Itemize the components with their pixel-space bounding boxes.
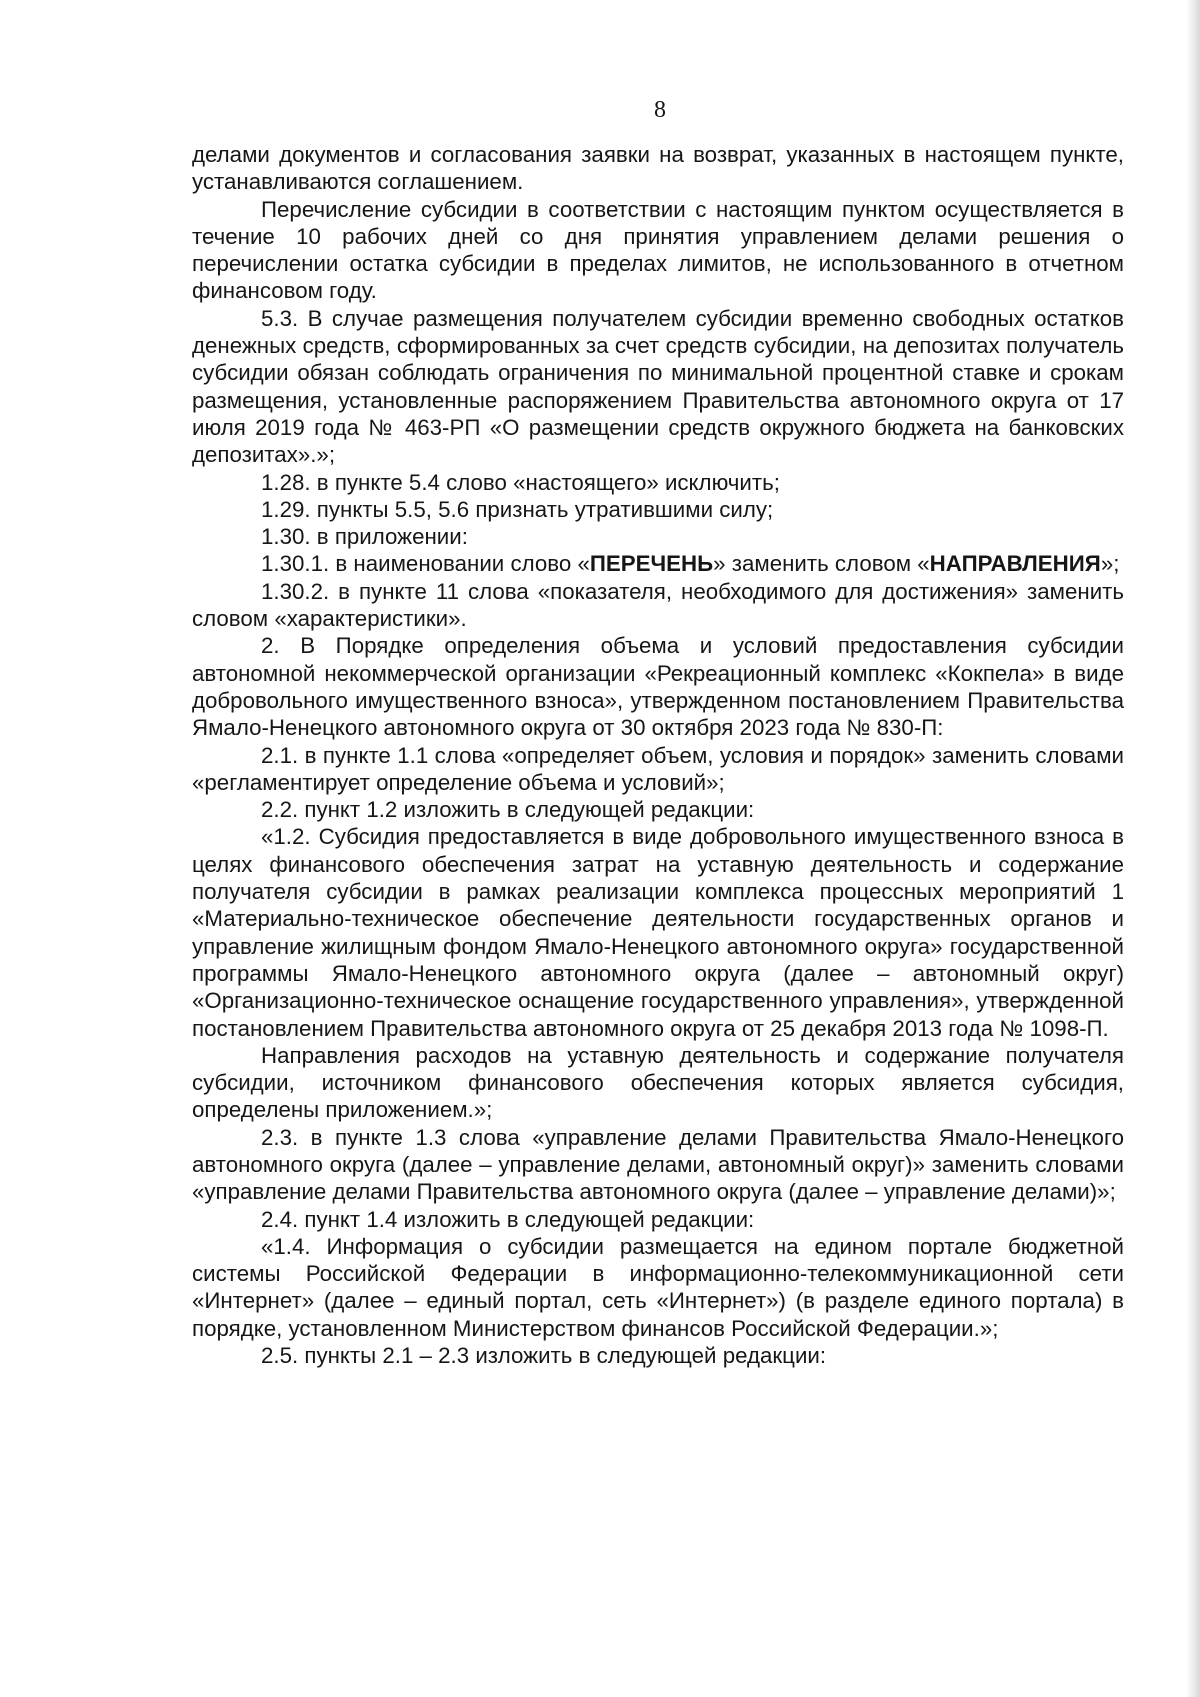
paragraph-1-2-quote: «1.2. Субсидия предоставляется в виде добровольного имущественного взноса в целях финансового обеспечения затрат на уставную деятельность и содержание получателя субсидии в рамках реализации комплекса процессных мероприятий 1 «Материально-техническое обеспечение деятельности государственных органов и управление жилищным фондом Ямало-Ненецкого автономного округа» государственной программы Ямало-Ненецкого автономного округа (далее – автономный округ) «Организационно-техническое оснащение государственного управления», утвержденной постановлением Правительства автономного округа от 25 декабря 2013 года № 1098-П. (192, 824, 1124, 1041)
paragraph-1-30-1 (192, 550, 1124, 577)
paragraph-expense-directions: Направления расходов на уставную деятельность и содержание получателя субсидии, источником финансового обеспечения которых является субсидия, определены приложением.»; (192, 1042, 1124, 1123)
paragraph-2-3: 2.3. в пункте 1.3 слова «управление делами Правительства Ямало-Ненецкого автономного округа (далее – управление делами, автономный округ)» заменить словами «управление делами Правительства автономного округа (далее – управление делами)»; (192, 1124, 1124, 1205)
paragraph-1-30-1-text-middle: » заменить словом « (713, 551, 930, 577)
paragraph-1-29: 1.29. пункты 5.5, 5.6 признать утратившими силу; (261, 496, 774, 522)
bold-word-perechen: ПЕРЕЧЕНЬ (589, 551, 714, 577)
paragraph-1-30: 1.30. в приложении: (261, 524, 468, 550)
paragraph-1-4-quote: «1.4. Информация о субсидии размещается на едином портале бюджетной системы Российской Федерации в информационно-телекоммуникационной сети «Интернет» (далее – единый портал, сеть «Интернет») (в разделе единого портала) в порядке, установленном Министерством финансов Российской Федерации.»; (192, 1233, 1124, 1341)
paragraph-continuation: делами документов и согласования заявки на возврат, указанных в настоящем пункте, устанавливаются соглашением. (192, 142, 1124, 195)
paragraph-1-28: 1.28. в пункте 5.4 слово «настоящего» исключить; (261, 469, 780, 495)
paragraph-2-4: 2.4. пункт 1.4 изложить в следующей редакции: (261, 1206, 755, 1232)
paragraph-1-30-1-text-before: 1.30.1. в наименовании слово « (261, 551, 590, 577)
bold-word-napravleniya: НАПРАВЛЕНИЯ (929, 551, 1101, 577)
paragraph-2-2: 2.2. пункт 1.2 изложить в следующей редакции: (261, 797, 755, 823)
paragraph-1-30-1-text-after: »; (1100, 551, 1120, 577)
paragraph-5-3: 5.3. В случае размещения получателем субсидии временно свободных остатков денежных средств, сформированных за счет средств субсидии, на депозитах получатель субсидии обязан соблюдать ограничения по минимальной процентной ставке и срокам размещения, установленные распоряжением Правительства автономного округа от 17 июля 2019 года № 463-РП «О размещении средств окружного бюджета на банковских депозитах».»; (192, 305, 1124, 468)
document-body (192, 141, 1124, 1369)
paragraph-2: 2. В Порядке определения объема и условий предоставления субсидии автономной некоммерческой организации «Рекреационный комплекс «Кокпела» в виде добровольного имущественного взноса», утвержденном постановлением Правительства Ямало-Ненецкого автономного округа от 30 октября 2023 года № 830-П: (192, 633, 1124, 741)
paragraph-2-1: 2.1. в пункте 1.1 слова «определяет объем, условия и порядок» заменить словами «регламентирует определение объема и условий»; (192, 742, 1124, 795)
paragraph-1-30-2: 1.30.2. в пункте 11 слова «показателя, необходимого для достижения» заменить словом «характеристики». (192, 578, 1124, 632)
page-number: 8 (654, 97, 666, 123)
paragraph-2-5: 2.5. пункты 2.1 – 2.3 изложить в следующей редакции: (261, 1343, 827, 1369)
paragraph-transfer-term: Перечисление субсидии в соответствии с настоящим пунктом осуществляется в течение 10 рабочих дней со дня принятия управлением делами решения о перечислении остатка субсидии в пределах лимитов, не использованного в отчетном финансовом году. (192, 196, 1124, 304)
page-edge-shadow (1186, 0, 1200, 1697)
